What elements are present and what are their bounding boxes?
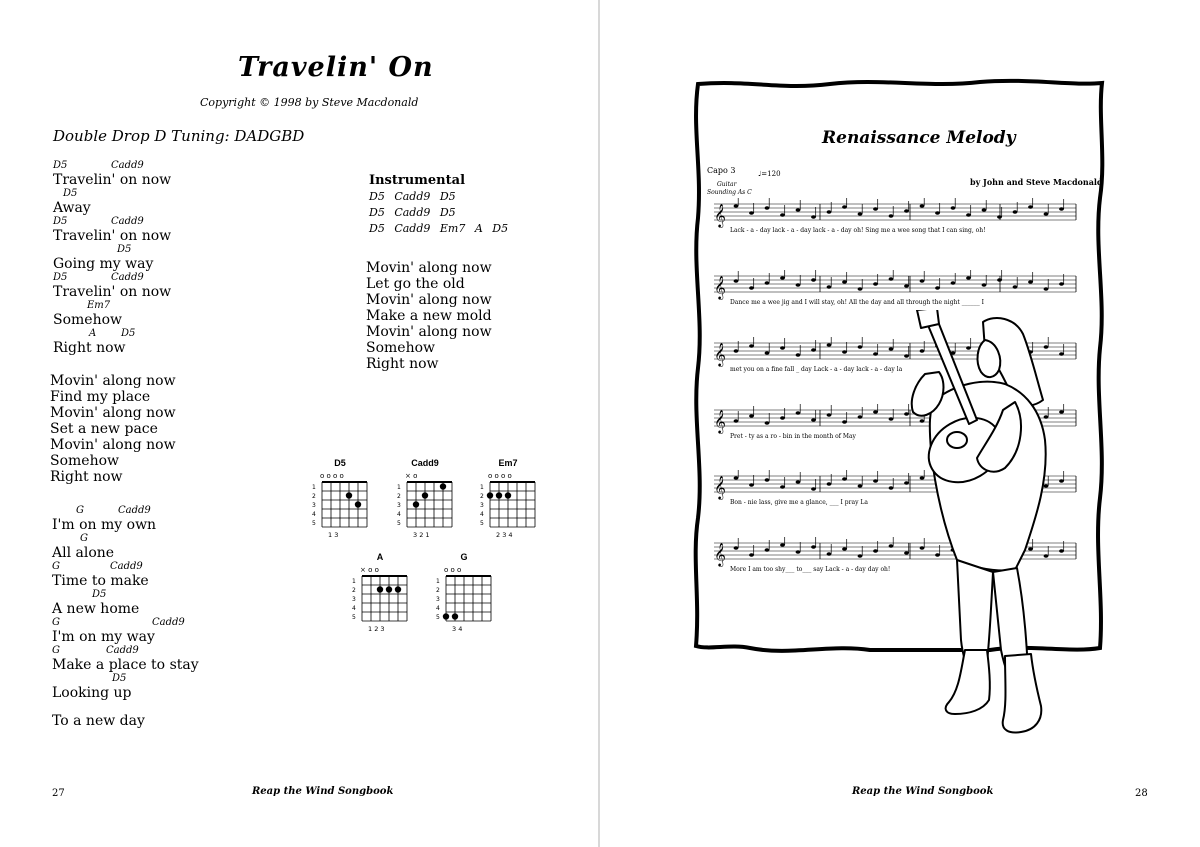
chord-label: G — [52, 617, 60, 628]
chord-label: D5 — [92, 589, 107, 600]
fretboard-grid — [434, 562, 496, 634]
svg-text:𝄞: 𝄞 — [714, 342, 726, 366]
chord-label: Cadd9 — [106, 645, 139, 656]
staff-lyrics: Lack - a - day lack - a - day lack - a - day oh! Sing me a wee song that I can sing, oh! — [730, 227, 986, 234]
lyric-text: Somehow — [50, 453, 120, 469]
finger-dot — [346, 492, 352, 498]
chord-label: Cadd9 — [111, 272, 144, 283]
sheet-credit: by John and Steve Macdonald — [970, 177, 1103, 187]
finger-dot — [386, 586, 392, 592]
chord-label: D5 — [53, 216, 68, 227]
lyric-text: I'm on my own — [52, 517, 157, 533]
chord-label: Cadd9 — [111, 160, 144, 171]
music-staff — [700, 198, 1080, 236]
footer-title: Reap the Wind Songbook — [252, 786, 394, 797]
chord-label: G — [52, 645, 60, 656]
staff-lyrics: met you on a fine fall _ day Lack - a - day lack - a - day la — [730, 366, 903, 373]
svg-text:1: 1 — [480, 484, 484, 491]
chord-label: D5 — [117, 244, 132, 255]
instrumental-line: D5 Cadd9 Em7 A D5 — [369, 222, 509, 235]
lyric-text: Somehow — [53, 312, 123, 328]
svg-text:5: 5 — [397, 520, 401, 527]
lyric-text: Travelin' on now — [53, 172, 172, 188]
chord-diagram — [395, 458, 457, 544]
staff-lyrics: Bon - nie lass, give me a glance, ___ I pray La — [730, 499, 868, 506]
svg-text:2: 2 — [480, 493, 484, 500]
svg-text:2: 2 — [352, 587, 356, 594]
fretboard-grid — [310, 468, 372, 540]
lyric-text: I'm on my way — [52, 629, 155, 645]
staff-lyrics: Pret - ty as a ro - bin in the month of May — [730, 433, 856, 440]
chord-label: Cadd9 — [118, 505, 151, 516]
chord-diagram-name: Em7 — [498, 458, 518, 468]
lyric-text: Travelin' on now — [53, 228, 172, 244]
lyric-text: Away — [53, 200, 91, 216]
chord-label: G — [76, 505, 84, 516]
finger-numbers: 3 4 — [452, 625, 463, 633]
lyric-text: Somehow — [366, 340, 436, 356]
svg-text:5: 5 — [480, 520, 484, 527]
svg-text:𝄞: 𝄞 — [714, 542, 726, 566]
chord-label: D5 — [53, 160, 68, 171]
lyric-text: A new home — [52, 601, 140, 617]
capo-label: Capo 3 — [707, 166, 736, 175]
finger-dot — [440, 483, 446, 489]
tuning-line: Double Drop D Tuning: DADGBD — [53, 127, 305, 145]
lyric-text: Movin' along now — [50, 373, 176, 389]
open-string-markers: × o — [405, 472, 418, 480]
left-page — [0, 0, 598, 847]
svg-text:𝄞: 𝄞 — [714, 203, 726, 227]
lyric-text: Right now — [53, 340, 126, 356]
chord-diagram-name: D5 — [334, 458, 346, 468]
finger-numbers: 1 2 3 — [368, 625, 385, 633]
lyric-text: Make a new mold — [366, 308, 492, 324]
right-page — [600, 0, 1200, 847]
guitarist-illustration — [865, 310, 1065, 750]
lyric-text: Travelin' on now — [53, 284, 172, 300]
chord-label: G — [52, 561, 60, 572]
svg-text:3: 3 — [436, 596, 440, 603]
chord-label: D5 — [121, 328, 136, 339]
finger-dot — [487, 492, 493, 498]
chord-diagram — [310, 458, 372, 544]
chord-label: Em7 — [87, 300, 111, 311]
svg-text:5: 5 — [352, 614, 356, 621]
finger-dot — [355, 501, 361, 507]
chord-diagram-name: G — [460, 552, 468, 562]
chord-diagram-name: Cadd9 — [411, 458, 439, 468]
lyric-text: Time to make — [52, 573, 149, 589]
chord-diagram — [350, 552, 412, 638]
svg-text:3: 3 — [352, 596, 356, 603]
finger-dot — [452, 613, 458, 619]
lyric-text: Movin' along now — [366, 292, 492, 308]
open-string-markers: o o o o — [488, 472, 512, 480]
finger-dot — [443, 613, 449, 619]
svg-text:5: 5 — [436, 614, 440, 621]
page-number: 27 — [52, 788, 65, 799]
finger-dot — [496, 492, 502, 498]
finger-dot — [422, 492, 428, 498]
finger-numbers: 1 3 — [328, 531, 339, 539]
lyric-text: Movin' along now — [50, 437, 176, 453]
svg-text:3: 3 — [397, 502, 401, 509]
lyric-text: Find my place — [50, 389, 151, 405]
chord-label: G — [80, 533, 88, 544]
instrumental-heading: Instrumental — [369, 173, 466, 188]
lyric-text: Let go the old — [366, 276, 465, 292]
svg-text:4: 4 — [352, 605, 356, 612]
lyric-text: Right now — [50, 469, 123, 485]
finger-numbers: 3 2 1 — [413, 531, 430, 539]
svg-text:4: 4 — [312, 511, 316, 518]
svg-text:1: 1 — [397, 484, 401, 491]
guitar-label: Guitar — [717, 181, 737, 188]
finger-dot — [395, 586, 401, 592]
lyric-text: Going my way — [53, 256, 154, 272]
svg-text:2: 2 — [436, 587, 440, 594]
verse-4 — [366, 260, 492, 372]
chord-label: Cadd9 — [110, 561, 143, 572]
lyric-text: Looking up — [52, 685, 132, 701]
open-string-markers: o o o o — [320, 472, 344, 480]
chord-label: Cadd9 — [111, 216, 144, 227]
copyright-line: Copyright © 1998 by Steve Macdonald — [200, 96, 419, 109]
svg-text:3: 3 — [480, 502, 484, 509]
tempo-marking: ♩=120 — [758, 170, 781, 178]
lyric-text: Movin' along now — [50, 405, 176, 421]
svg-text:1: 1 — [312, 484, 316, 491]
svg-text:𝄞: 𝄞 — [714, 409, 726, 433]
page-number: 28 — [1135, 788, 1148, 799]
chord-diagram-name: A — [376, 552, 384, 562]
instrumental-line: D5 Cadd9 D5 — [369, 190, 456, 203]
staff-lyrics: Dance me a wee jig and I will stay, oh! All the day and all through the night ______ I — [730, 299, 984, 306]
svg-text:3: 3 — [312, 502, 316, 509]
chord-diagram — [434, 552, 496, 638]
svg-text:4: 4 — [436, 605, 440, 612]
lyric-text: Set a new pace — [50, 421, 158, 437]
svg-text:1: 1 — [352, 578, 356, 585]
open-string-markers: o o o — [444, 566, 462, 574]
lyric-text: Right now — [366, 356, 439, 372]
chord-label: D5 — [112, 673, 127, 684]
verse-2 — [50, 373, 176, 485]
finger-dot — [377, 586, 383, 592]
lyric-text: Movin' along now — [366, 324, 492, 340]
finger-numbers: 2 3 4 — [496, 531, 513, 539]
fretboard-grid — [478, 468, 540, 540]
finger-dot — [413, 501, 419, 507]
svg-text:1: 1 — [436, 578, 440, 585]
fretboard-grid — [395, 468, 457, 540]
instrumental-line: D5 Cadd9 D5 — [369, 206, 456, 219]
sheet-title: Renaissance Melody — [822, 128, 1016, 148]
svg-text:4: 4 — [397, 511, 401, 518]
chord-label: A — [89, 328, 97, 339]
sounding-label: Sounding As C — [707, 189, 752, 196]
lyric-text: Movin' along now — [366, 260, 492, 276]
svg-text:𝄞: 𝄞 — [714, 275, 726, 299]
fretboard-grid — [350, 562, 412, 634]
svg-text:4: 4 — [480, 511, 484, 518]
open-string-markers: × o o — [360, 566, 379, 574]
lyric-text: Make a place to stay — [52, 657, 199, 673]
svg-text:2: 2 — [312, 493, 316, 500]
music-staff — [700, 270, 1080, 308]
footer-title: Reap the Wind Songbook — [852, 786, 994, 797]
chord-diagram — [478, 458, 540, 544]
staff-lyrics: More I am too shy___ to___ say Lack - a - day day oh! — [730, 566, 891, 573]
chord-label: D5 — [53, 272, 68, 283]
lyric-text: To a new day — [52, 713, 145, 729]
chord-label: D5 — [63, 188, 78, 199]
svg-text:𝄞: 𝄞 — [714, 475, 726, 499]
song-title: Travelin' On — [238, 52, 434, 83]
finger-dot — [505, 492, 511, 498]
chord-label: Cadd9 — [152, 617, 185, 628]
svg-text:5: 5 — [312, 520, 316, 527]
svg-text:2: 2 — [397, 493, 401, 500]
lyric-text: All alone — [52, 545, 115, 561]
